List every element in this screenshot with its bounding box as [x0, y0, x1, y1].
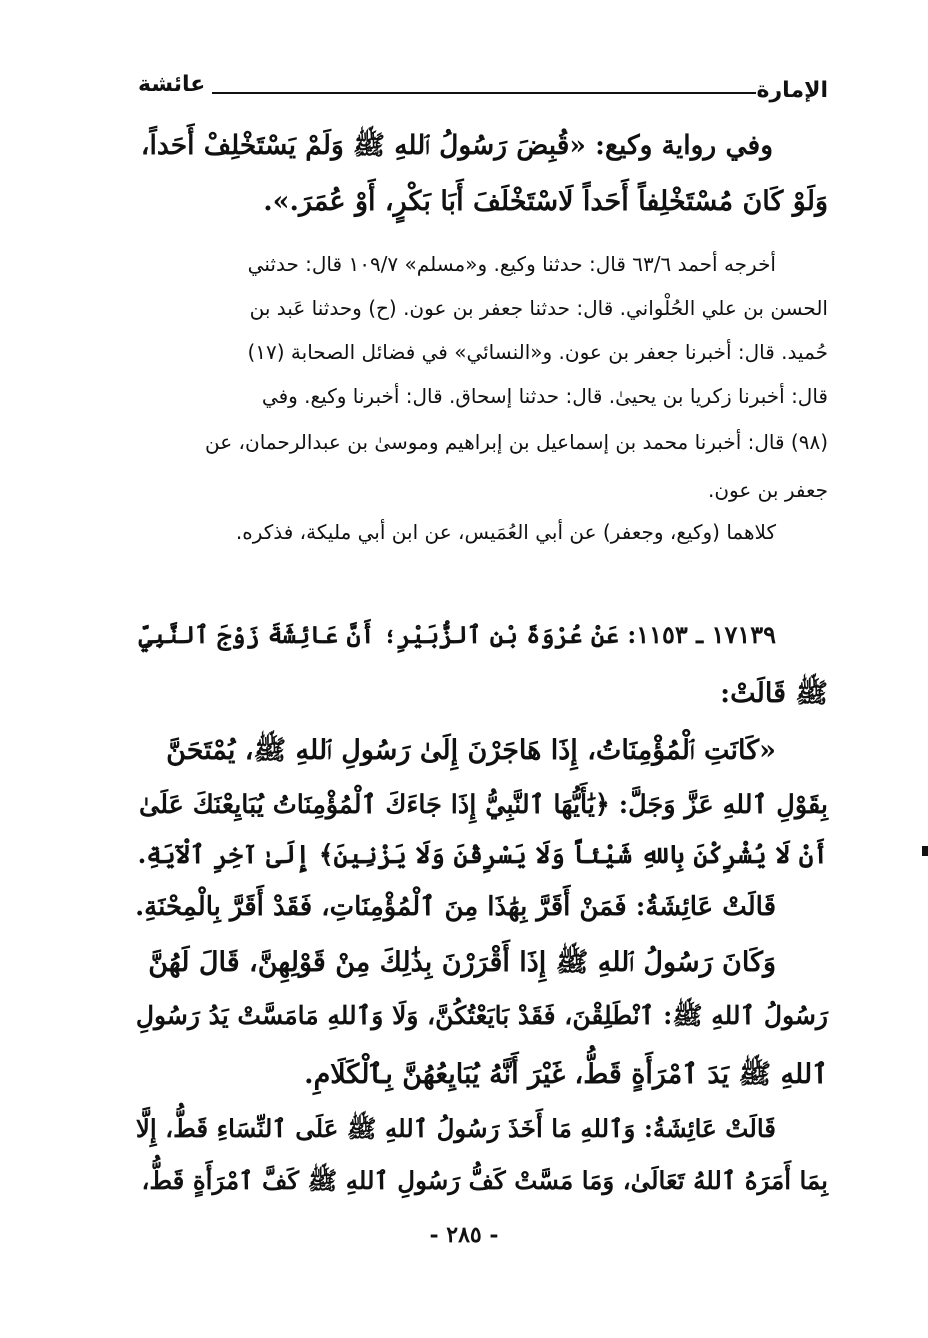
takhrij-line: حُميد. قال: أخبرنا جعفر بن عون. و«النسائي» في فضائل الصحابة (١٧) — [247, 340, 828, 364]
takhrij-line: أخرجه أحمد ٦٣/٦ قال: حدثنا وكيع. و«مسلم» ١٠٩/٧ قال: حدثني — [247, 252, 776, 276]
section-title: الإمارة — [756, 78, 828, 103]
takhrij-line: جعفر بن عون. — [708, 478, 828, 502]
hadith-line: بِقَوْلِ ٱللهِ عَزَّ وَجَلَّ: ﴿يَٰأَيُّهَا ٱلنَّبِيُّ إِذَا جَاءَكَ ٱلْمُؤْمِنَاتُ يُبَايِعْنَكَ عَلَىٰ — [138, 790, 828, 820]
takhrij-line: (٩٨) قال: أخبرنا محمد بن إسماعيل بن إبراهيم وموسىٰ بن عبدالرحمان، عن — [205, 430, 828, 454]
hadith-heading-line: ١٧١٣٩ ـ ١١٥٣: عَنْ عُرْوَةَ بْنِ ٱلزُّبَيْرِ؛ أَنَّ عَائِشَةَ زَوْجَ ٱلنَّبِيِّ — [138, 620, 776, 649]
hadith-line: قَالَتْ عَائِشَةُ: فَمَنْ أَقَرَّ بِهَٰذَا مِنَ ٱلْمُؤْمِنَاتِ، فَقَدْ أَقَرَّ بِالْمِحْنَةِ. — [135, 892, 776, 922]
takhrij-line: كلاهما (وكيع، وجعفر) عن أبي العُمَيس، عن ابن أبي مليكة، فذكره. — [235, 520, 776, 544]
page-number: - ٢٨٥ - — [429, 1222, 499, 1248]
margin-mark — [922, 846, 928, 856]
intro-line: وَلَوْ كَانَ مُسْتَخْلِفاً أَحَداً لَاسْتَخْلَفَ أَبَا بَكْرٍ، أَوْ عُمَرَ.». — [263, 186, 828, 217]
hadith-line: رَسُولُ ٱللهِ ﷺ: ٱنْطَلِقْنَ، فَقَدْ بَايَعْتُكُنَّ، وَلَا وَٱللهِ مَامَسَّتْ يَدُ رَسُولِ — [135, 1001, 828, 1030]
hadith-line: ﷺ قَالَتْ: — [720, 678, 828, 709]
hadith-line: بِمَا أَمَرَهُ ٱللهُ تَعَالَىٰ، وَمَا مَسَّتْ كَفُّ رَسُولِ ٱللهِ ﷺ كَفَّ ٱمْرَأَةٍ قَطُّ، — [141, 1166, 828, 1195]
hadith-line: وَكَانَ رَسُولُ ٱللهِ ﷺ إِذَا أَقْرَرْنَ بِذَٰلِكَ مِنْ قَوْلِهِنَّ، قَالَ لَهُنَّ — [148, 947, 776, 978]
hadith-line: ٱللهِ ﷺ يَدَ ٱمْرَأَةٍ قَطُّ، غَيْرَ أَنَّهُ يُبَايِعُهُنَّ بِٱلْكَلَامِ. — [304, 1059, 828, 1090]
hadith-line: أَنْ لَا يُشْرِكْنَ بِاللهِ شَيْئاً وَلَا يَسْرِقْنَ وَلَا يَزْنِينَ﴾ إِلَىٰ آخِرِ ٱلْآيَةِ. — [137, 840, 828, 869]
running-header — [138, 72, 828, 112]
hadith-line: «كَانَتِ ٱلْمُؤْمِنَاتُ، إِذَا هَاجَرْنَ إِلَىٰ رَسُولِ ٱللهِ ﷺ، يُمْتَحَنَّ — [166, 735, 776, 766]
header-rule — [212, 92, 756, 94]
intro-line: وفي رواية وكيع: «قُبِضَ رَسُولُ ٱللهِ ﷺ وَلَمْ يَسْتَخْلِفْ أَحَداً، — [140, 130, 773, 161]
takhrij-line: الحسن بن علي الحُلْواني. قال: حدثنا جعفر بن عون. (ح) وحدثنا عَبد بن — [249, 296, 828, 320]
hadith-line: قَالَتْ عَائِشَةُ: وَٱللهِ مَا أَخَذَ رَسُولُ ٱللهِ ﷺ عَلَى ٱلنِّسَاءِ قَطُّ، إِلَّا — [135, 1114, 776, 1143]
header-author: عائشة — [138, 72, 206, 97]
takhrij-line: قال: أخبرنا زكريا بن يحيىٰ. قال: حدثنا إسحاق. قال: أخبرنا وكيع. وفي — [261, 384, 828, 408]
